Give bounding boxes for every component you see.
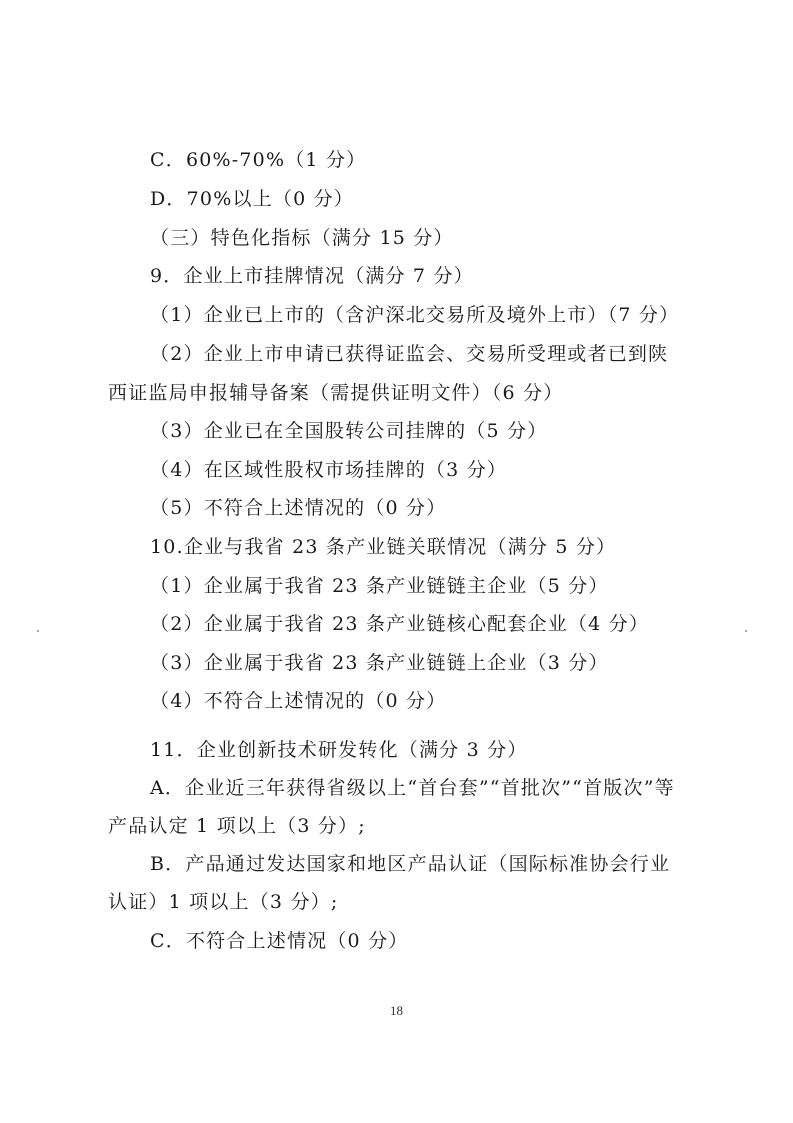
item-10-option-4: （4）不符合上述情况的（0 分） (150, 690, 447, 712)
item-11-option-b-line-2: 认证）1 项以上（3 分）; (108, 891, 339, 913)
item-11-option-a-line-1: A．企业近三年获得省级以上“首台套”“首批次”“首版次”等 (150, 777, 675, 799)
item-10-option-1: （1）企业属于我省 23 条产业链链主企业（5 分） (150, 575, 609, 597)
item-9-option-2-line-1: （2）企业上市申请已获得证监会、交易所受理或者已到陕 (150, 343, 669, 365)
item-9-option-4: （4）在区域性股权市场挂牌的（3 分） (150, 459, 508, 481)
item-9-option-1: （1）企业已上市的（含沪深北交易所及境外上市）（7 分） (150, 304, 680, 326)
item-9-option-3: （3）企业已在全国股转公司挂牌的（5 分） (150, 420, 548, 442)
item-11-option-c: C．不符合上述情况（0 分） (150, 930, 409, 952)
scan-mark-left (37, 630, 39, 632)
item-11-option-b-line-1: B．产品通过发达国家和地区产品认证（国际标准协会行业 (150, 853, 671, 875)
option-d-70-above: D．70%以上（0 分） (150, 188, 354, 210)
item-9-option-2-line-2: 西证监局申报辅导备案（需提供证明文件）（6 分） (108, 382, 564, 404)
item-11-heading: 11．企业创新技术研发转化（满分 3 分） (150, 739, 528, 761)
item-10-option-2: （2）企业属于我省 23 条产业链核心配套企业（4 分） (150, 613, 650, 635)
item-10-option-3: （3）企业属于我省 23 条产业链链上企业（3 分） (150, 652, 609, 674)
scan-mark-right (745, 630, 747, 632)
item-10-heading: 10.企业与我省 23 条产业链关联情况（满分 5 分） (150, 536, 617, 558)
section-heading-featured-indicators: （三）特色化指标（满分 15 分） (150, 227, 454, 249)
page-number: 18 (390, 1003, 403, 1018)
item-9-option-5: （5）不符合上述情况的（0 分） (150, 497, 447, 519)
item-9-heading: 9．企业上市挂牌情况（满分 7 分） (150, 265, 474, 287)
option-c-60-70: C．60%-70%（1 分） (150, 149, 367, 171)
item-11-option-a-line-2: 产品认定 1 项以上（3 分）; (108, 815, 366, 837)
